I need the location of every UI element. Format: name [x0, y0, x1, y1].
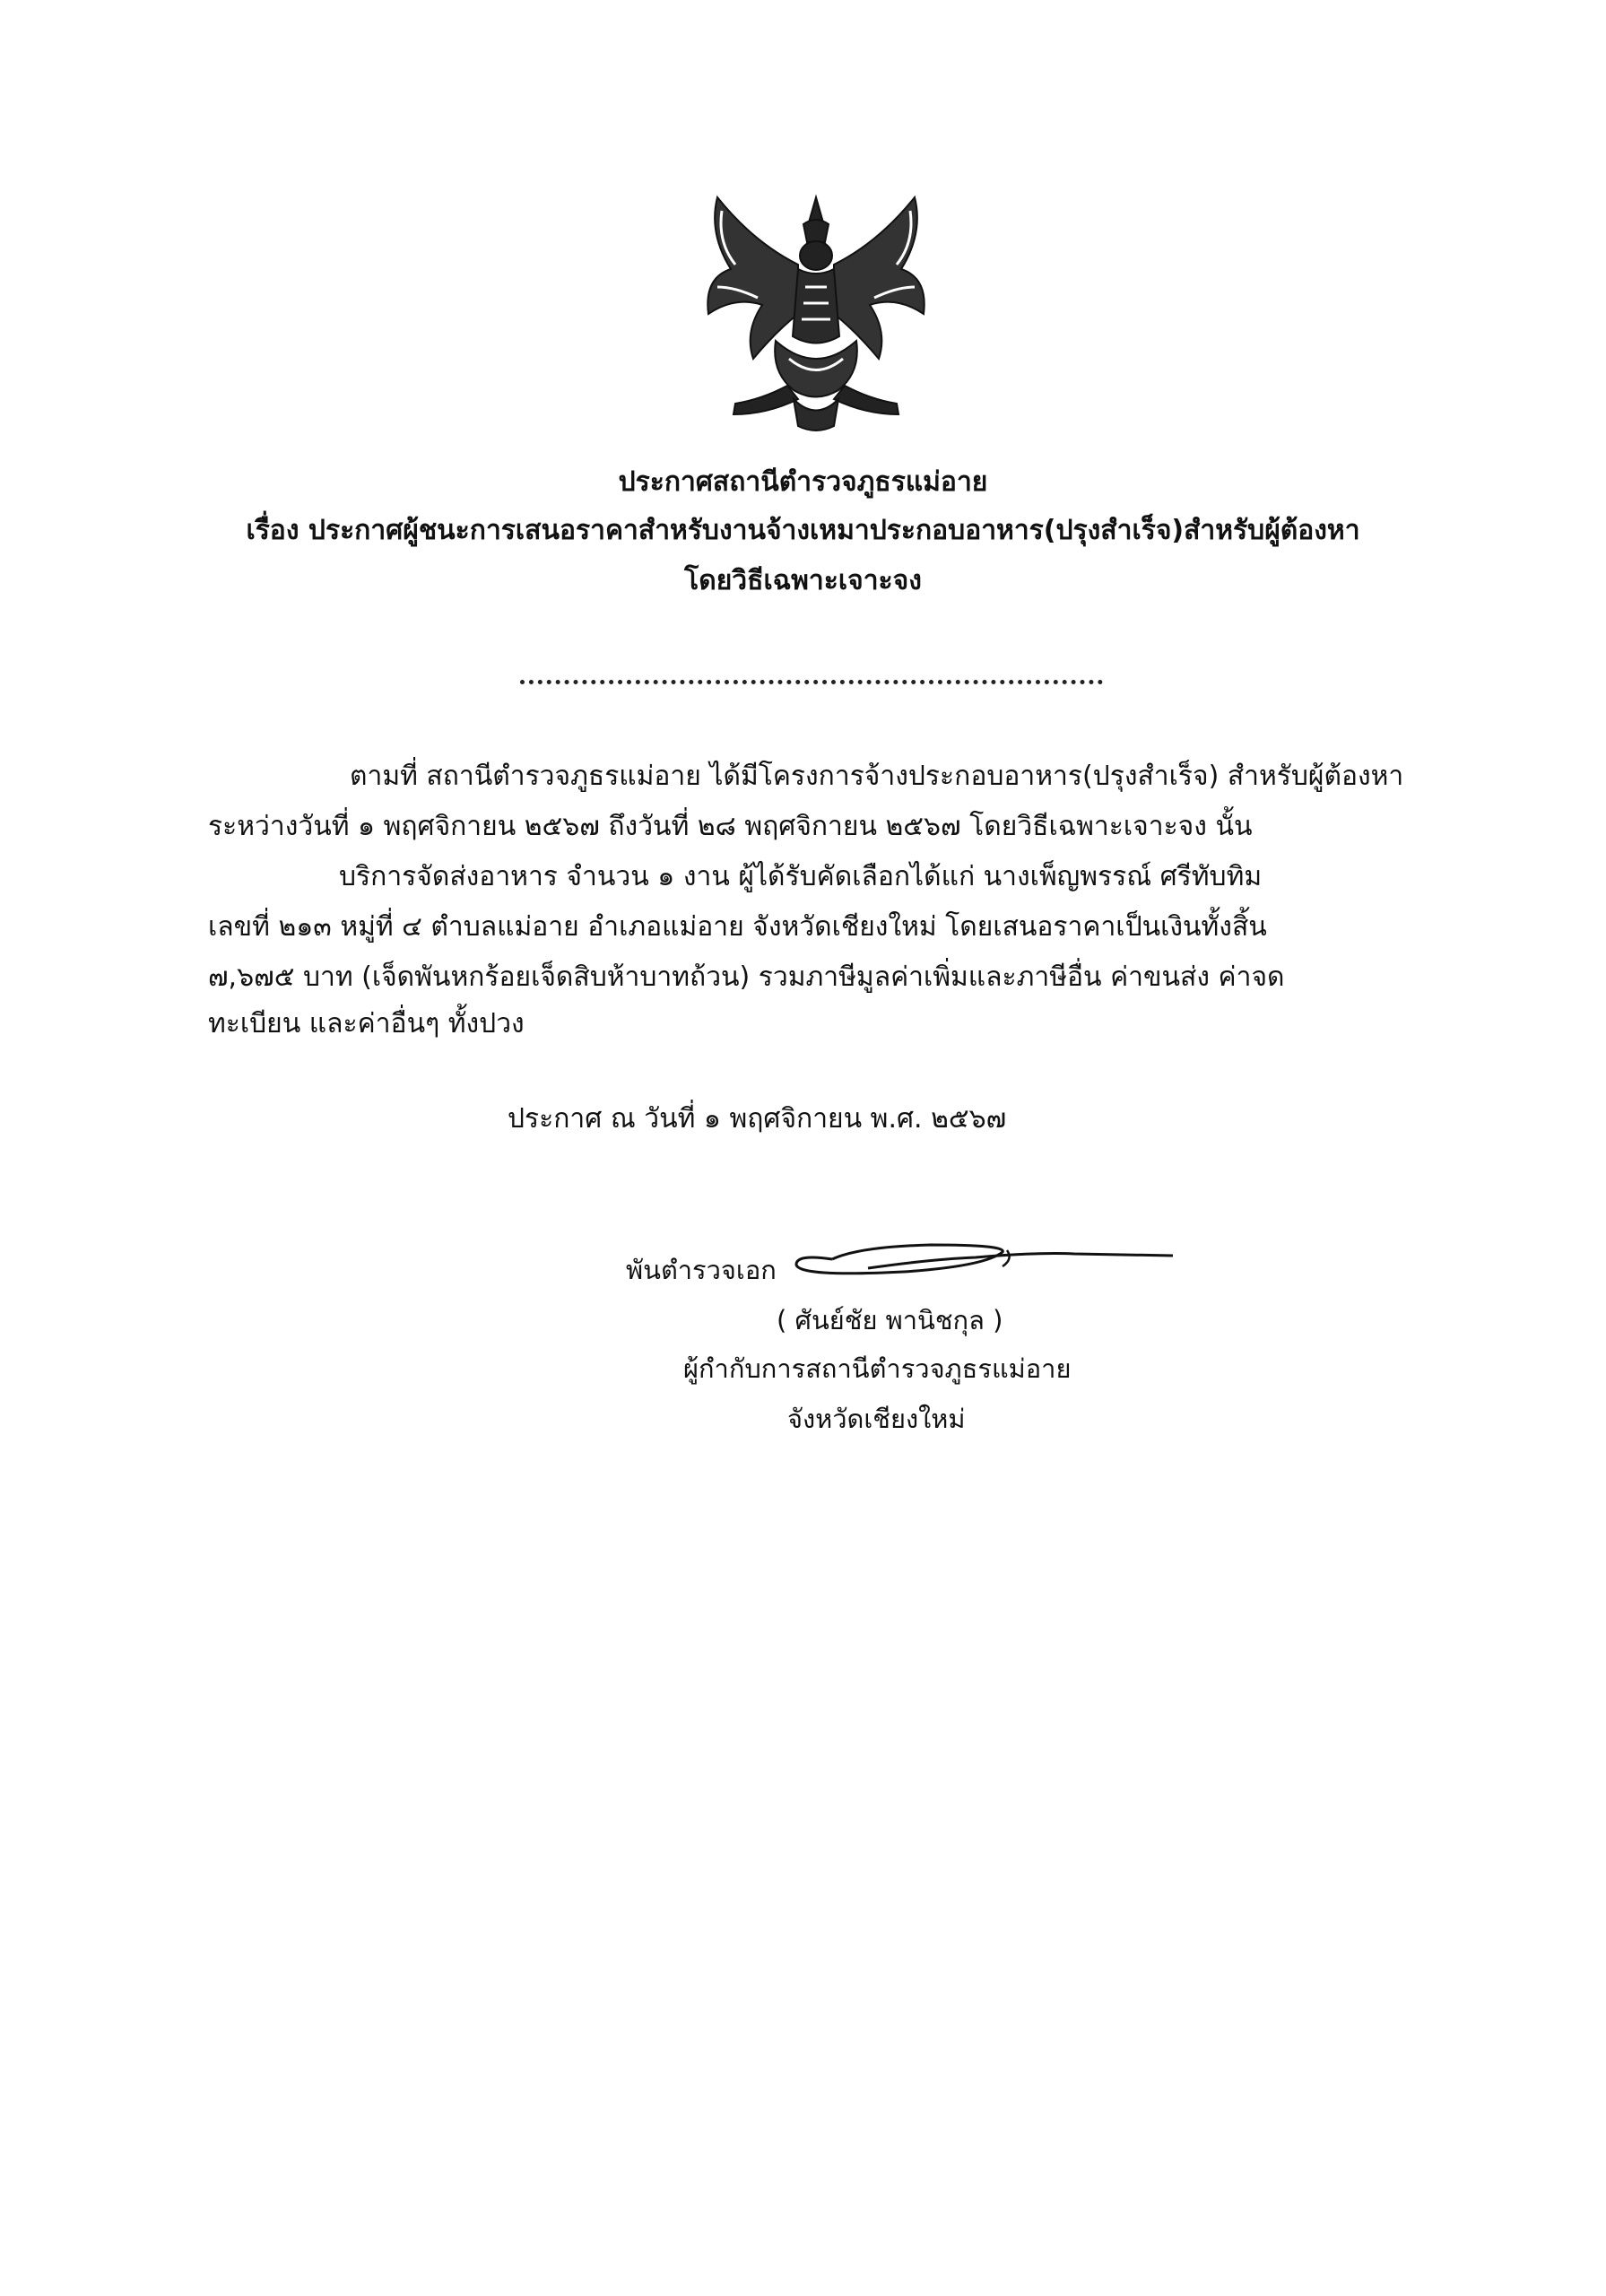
handwritten-signature	[778, 1227, 1173, 1290]
signer-province: จังหวัดเชียงใหม่	[787, 1404, 966, 1434]
body-line-2: ระหว่างวันที่ ๑ พฤศจิกายน ๒๕๖๗ ถึงวันที่ ๒๘ พฤศจิกายน ๒๕๖๗ โดยวิธีเฉพาะเจาะจง นั้น	[208, 811, 1253, 842]
subject-line: เรื่อง ประกาศผู้ชนะการเสนอราคาสำหรับงานจ้างเหมาประกอบอาหาร(ปรุงสำเร็จ)สำหรับผู้ต้องหา	[246, 515, 1360, 546]
announce-date: ประกาศ ณ วันที่ ๑ พฤศจิกายน พ.ศ. ๒๕๖๗	[508, 1103, 1007, 1135]
agency-title: ประกาศสถานีตำรวจภูธรแม่อาย	[618, 466, 988, 498]
garuda-emblem-icon	[681, 179, 951, 439]
body-line-6: ทะเบียน และค่าอื่นๆ ทั้งปวง	[208, 1008, 525, 1039]
body-line-1: ตามที่ สถานีตำรวจภูธรแม่อาย ได้มีโครงการจ้างประกอบอาหาร(ปรุงสำเร็จ) สำหรับผู้ต้องหา	[350, 761, 1404, 792]
method-line: โดยวิธีเฉพาะเจาะจง	[684, 565, 922, 596]
signer-rank: พันตำรวจเอก	[626, 1255, 777, 1285]
signer-name: ( ศันย์ชัย พานิชกุล )	[777, 1305, 1003, 1335]
signer-position: ผู้กำกับการสถานีตำรวจภูธรแม่อาย	[683, 1353, 1072, 1384]
body-line-3: บริการจัดส่งอาหาร จำนวน ๑ งาน ผู้ได้รับคัดเลือกได้แก่ นางเพ็ญพรรณ์ ศรีทับทิม	[339, 861, 1263, 892]
body-line-4: เลขที่ ๒๑๓ หมู่ที่ ๔ ตำบลแม่อาย อำเภอแม่อาย จังหวัดเชียงใหม่ โดยเสนอราคาเป็นเงินทั้งสิ้น	[208, 911, 1267, 943]
body-line-5: ๗,๖๗๕ บาท (เจ็ดพันหกร้อยเจ็ดสิบห้าบาทถ้วน) รวมภาษีมูลค่าเพิ่มและภาษีอื่น ค่าขนส่ง ค่าจด	[208, 961, 1285, 993]
separator-dots	[520, 667, 1103, 684]
